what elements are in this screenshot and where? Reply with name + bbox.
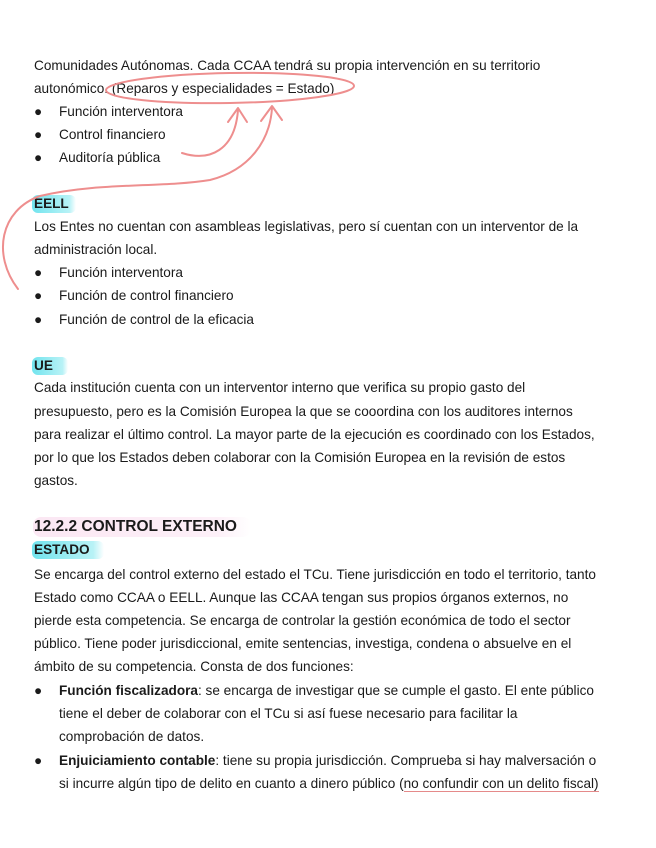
paragraph-line: público. Tiene poder jurisdiccional, emite sentencias, investiga, condena o absuelve en el [34,636,572,651]
paragraph-line: administración local. [34,242,158,257]
paragraph-line: Se encarga del control externo del estado el TCu. Tiene jurisdicción en todo el territorio, tanto [34,567,596,582]
paragraph-line: ámbito de su competencia. Consta de dos funciones: [34,659,354,674]
list-item-continuation [59,772,599,795]
paragraph-line: gastos. [34,473,78,488]
list-item-continuation: tiene el deber de colaborar con el TCu si así fuese necesario para facilitar la [59,706,518,721]
bullet-icon: ● [34,104,43,119]
section-heading-eell: EELL [32,195,76,213]
paragraph-line: Los Entes no cuentan con asambleas legislativas, pero sí cuentan con un interventor de la [34,219,579,234]
bullet-icon: ● [34,288,43,303]
list-item-label: Función interventora [59,265,183,280]
list-item-label: Función de control financiero [59,288,234,303]
arrowhead-icon [228,108,247,122]
paragraph-line: Estado como CCAA o EELL. Aunque las CCAA tengan sus propios órganos externos, no [34,590,569,605]
paragraph-line: presupuesto, pero es la Comisión Europea la que se cooordina con los auditores internos [34,404,573,419]
bullet-icon: ● [34,753,43,768]
list-item-continuation: comprobación de datos. [59,729,205,744]
bullet-icon: ● [34,265,43,280]
list-item-term: Enjuiciamiento contable [59,753,216,768]
section-title: 12.2.2 CONTROL EXTERNO [33,517,251,537]
paragraph-text: autonómico. [34,81,109,96]
list-item-text: : se encarga de investigar que se cumple el gasto. El ente público [197,683,594,698]
paragraph-line: pierde esta competencia. Se encarga de controlar la gestión económica de todo el sector [34,613,571,628]
arrow-stroke [182,110,238,156]
list-item-label: Auditoría pública [59,150,161,165]
list-item-text: : tiene su propia jurisdicción. Comprueba si hay malversación o [215,753,597,768]
list-item-label: Control financiero [59,127,166,142]
list-item-term: Función fiscalizadora [59,683,198,698]
list-item-label: Función de control de la eficacia [59,312,254,327]
bullet-icon: ● [34,127,43,142]
section-heading-estado: ESTADO [32,541,104,559]
circled-note: (Reparos y especialidades = Estado) [111,81,335,96]
bullet-icon: ● [34,683,43,698]
paragraph-line [34,77,334,100]
paragraph-line: Cada institución cuenta con un interventor interno que verifica su propio gasto del [34,380,526,395]
paragraph-line: por lo que los Estados deben colaborar con la Comisión Europea en la revisión de estos [34,450,566,465]
underlined-note: no confundir con un delito fiscal) [403,776,599,791]
list-item-label: Función interventora [59,104,183,119]
list-item-text: si incurre algún tipo de delito en cuanto a dinero público ( [59,776,404,791]
paragraph-line: Comunidades Autónomas. Cada CCAA tendrá su propia intervención en su territorio [34,58,541,73]
bullet-icon: ● [34,150,43,165]
section-heading-ue: UE [32,357,68,375]
bullet-icon: ● [34,312,43,327]
paragraph-line: para realizar el último control. La mayor parte de la ejecución es coordinado con los Estados, [34,427,595,442]
arrowhead-icon [261,106,282,121]
